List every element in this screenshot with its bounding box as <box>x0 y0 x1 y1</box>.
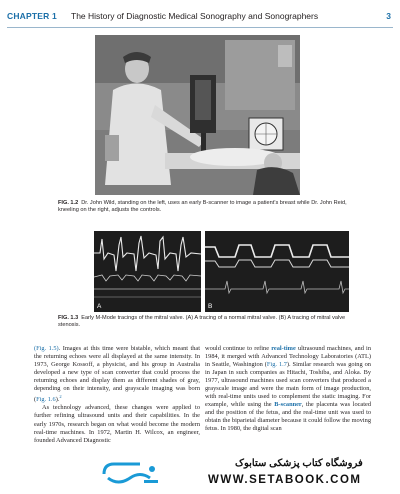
glossary-term[interactable]: B-scanner <box>274 401 302 409</box>
figure-1-2-caption <box>58 200 358 214</box>
chapter-label: CHAPTER 1 <box>7 11 57 21</box>
tracing-panel-a <box>94 231 201 312</box>
paragraph-text: ultrasound machines, and in 1984, it merged with Advanced Technology Laboratories (ATL) in Seattle, Washington ( <box>205 345 371 369</box>
watermark-brand: فروشگاه کتاب پزشکی ستابوک <box>235 458 363 469</box>
figure-1-3-caption-text: Early M-Mode tracings of the mitral valve. (A) A tracing of a normal mitral valve. (B) A tracing of mitral valve stenosis. <box>58 315 346 329</box>
citation-superscript[interactable]: 2 <box>59 394 62 400</box>
paragraph-text: , the placenta was located and the position of the fetus, and the real-time unit was used to obtain the biparietal diameter because it could follow the moving fetus. In 1980, the digital scan <box>205 401 372 433</box>
body-text-left-column <box>34 345 200 445</box>
figure-1-3-tracings <box>94 231 349 312</box>
figure-reference-link[interactable]: (Fig. 1.5) <box>34 345 59 352</box>
paragraph-text: would continue to refine <box>205 345 272 352</box>
figure-1-3-caption <box>58 315 358 329</box>
header-divider <box>7 27 393 28</box>
paragraph-text: ). <box>55 396 60 404</box>
glossary-term[interactable]: real-time <box>271 345 296 352</box>
setabook-logo-icon <box>100 460 162 488</box>
paragraph-text: . Images at this time were bistable, which meant that the returning echoes were all displayed at the same intensity. In 1973, George Kossoff, a physicist, and his group in Australia developed a new type of scan converter that could process the returning echoes and display them as different shades of gray, depending on their intensity, and grayscale imaging was born ( <box>34 345 201 404</box>
figure-reference-link[interactable]: Fig. 1.6 <box>36 396 56 404</box>
running-header <box>7 11 393 25</box>
paragraph: As technology advanced, these changes were applied to further refining ultrasound units and their capabilities. In the early 1970s, research began on what would become the modern real-time machines. In 1972, Martin H. Wilcox, an engineer, founded Advanced Diagnostic <box>34 404 200 444</box>
paragraph-text: ). Similar research was going on in Japan in such companies as Hitachi, Toshiba, and Aloka. By 1977, ultrasound machines used scan converters that produced a grayscale image and were the main form of image production, with real-time units used to complement the static imaging. For example, while using the <box>205 361 371 409</box>
page-number: 3 <box>386 11 391 21</box>
panel-b-label: B <box>208 303 213 310</box>
watermark-url[interactable]: WWW.SETABOOK.COM <box>208 474 362 486</box>
figure-reference-link[interactable]: Fig. 1.7 <box>266 361 287 369</box>
figure-1-2-caption-text: Dr. John Wild, standing on the left, uses an early B-scanner to image a patient’s breast while Dr. John Reid, kneeling on the right, adjusts the controls. <box>58 200 347 214</box>
body-text-right-column <box>205 345 371 434</box>
panel-a-label: A <box>97 303 102 310</box>
figure-1-2-label: FIG. 1.2 <box>58 200 79 206</box>
figure-1-3-label: FIG. 1.3 <box>58 315 79 321</box>
paragraph <box>34 345 200 404</box>
chapter-title: The History of Diagnostic Medical Sonography and Sonographers <box>71 11 319 21</box>
figure-1-2-photo <box>95 35 300 195</box>
paragraph <box>205 345 371 434</box>
tracing-panel-b <box>205 231 349 312</box>
